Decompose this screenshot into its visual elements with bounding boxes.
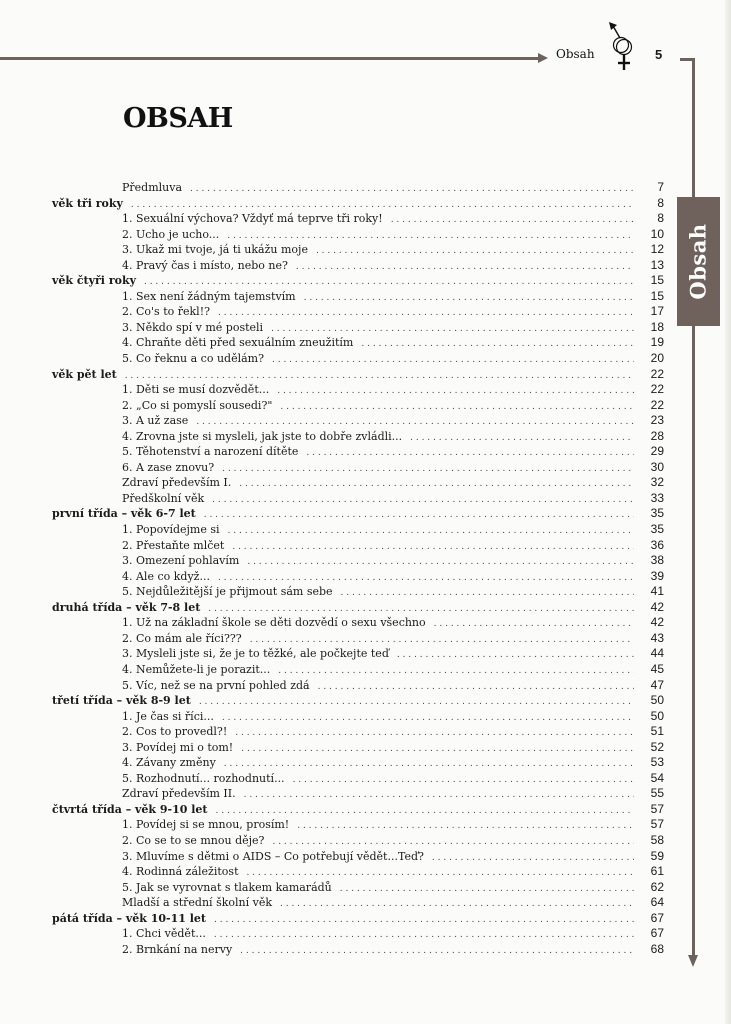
toc-page-number: 67 — [650, 926, 664, 941]
toc-entry-label: 2. Ucho je ucho... — [122, 227, 220, 241]
toc-entry-label: 4. Pravý čas i místo, nebo ne? — [122, 258, 288, 272]
margin-rule — [692, 58, 695, 958]
toc-chapter-row[interactable] — [52, 506, 664, 522]
dot-leader — [241, 742, 634, 758]
toc-entry-label: 2. Brnkání na nervy — [122, 942, 233, 956]
toc-entry-label: 3. Ukaž mi tvoje, já ti ukážu moje — [122, 243, 308, 257]
dot-leader — [297, 819, 634, 835]
toc-entry-label: 1. Děti se musí dozvědět... — [122, 383, 270, 397]
dot-leader — [214, 913, 634, 929]
toc-entry-row[interactable] — [52, 227, 664, 243]
dot-leader — [222, 711, 634, 727]
toc-entry-label: 3. Povídej mi o tom! — [122, 740, 234, 754]
dot-leader — [391, 213, 634, 229]
toc-entry-label: Zdraví především II. — [122, 787, 236, 801]
toc-entry-label: Předškolní věk — [122, 491, 205, 505]
toc-page-number: 64 — [650, 895, 664, 910]
toc-entry-row[interactable] — [52, 786, 664, 802]
toc-entry-row[interactable] — [52, 771, 664, 787]
toc-page-number: 8 — [657, 211, 664, 226]
toc-entry-row[interactable] — [52, 429, 664, 445]
toc-entry-row[interactable] — [52, 942, 664, 958]
dot-leader — [318, 680, 634, 696]
dot-leader — [244, 788, 634, 804]
toc-page-number: 12 — [650, 242, 664, 257]
toc-entry-label: 1. Je čas si říci... — [122, 709, 214, 723]
toc-entry-label: 5. Nejdůležitější je přijmout sám sebe — [122, 585, 333, 599]
toc-entry-row[interactable] — [52, 926, 664, 942]
dot-leader — [277, 384, 634, 400]
toc-page-number: 45 — [650, 661, 664, 676]
toc-entry-label: Zdraví především I. — [122, 476, 232, 490]
toc-chapter-row[interactable] — [52, 273, 664, 289]
toc-entry-row[interactable] — [52, 849, 664, 865]
page-title: OBSAH — [123, 103, 233, 134]
toc-entry-label: 5. Rozhodnutí... rozhodnutí... — [122, 771, 285, 785]
dot-leader — [212, 493, 634, 509]
page-edge — [725, 0, 731, 1024]
dot-leader — [410, 431, 634, 447]
toc-page-number: 47 — [650, 677, 664, 692]
toc-page-number: 51 — [650, 724, 664, 739]
toc-page-number: 50 — [650, 693, 664, 708]
toc-entry-row[interactable] — [52, 491, 664, 507]
toc-page-number: 22 — [650, 382, 664, 397]
toc-entry-label: 4. Závany změny — [122, 756, 216, 770]
toc-page-number: 7 — [657, 180, 664, 194]
toc-entry-row[interactable] — [52, 864, 664, 880]
toc-entry-row[interactable] — [52, 351, 664, 367]
toc-entry-label: věk čtyři roky — [52, 274, 136, 288]
toc-page-number: 50 — [650, 708, 664, 723]
dot-leader — [222, 462, 634, 478]
toc-page-number: 17 — [650, 304, 664, 319]
toc-chapter-row[interactable] — [52, 600, 664, 616]
toc-page-number: 42 — [650, 599, 664, 614]
toc-entry-label: 5. Těhotenství a narození dítěte — [122, 445, 299, 459]
toc-entry-row[interactable] — [52, 724, 664, 740]
toc-page-number: 43 — [650, 630, 664, 645]
toc-entry-row[interactable] — [52, 615, 664, 631]
down-arrow-icon — [688, 955, 698, 967]
toc-entry-label: 4. Nemůžete-li je porazit... — [122, 662, 271, 676]
toc-page-number: 22 — [650, 397, 664, 412]
toc-chapter-row[interactable] — [52, 693, 664, 709]
toc-entry-row[interactable] — [52, 553, 664, 569]
dot-leader — [304, 291, 634, 307]
toc-chapter-row[interactable] — [52, 367, 664, 383]
dot-leader — [240, 944, 634, 960]
dot-leader — [280, 897, 634, 913]
toc-entry-label: 4. Ale co když... — [122, 569, 210, 583]
dot-leader — [434, 617, 634, 633]
toc-entry-label: 5. Jak se vyrovnat s tlakem kamarádů — [122, 880, 332, 894]
dot-leader — [293, 773, 634, 789]
toc-page-number: 15 — [650, 273, 664, 288]
dot-leader — [218, 306, 634, 322]
toc-page-number: 19 — [650, 335, 664, 350]
toc-entry-row[interactable] — [52, 258, 664, 274]
toc-entry-row[interactable] — [52, 444, 664, 460]
toc-page-number: 42 — [650, 615, 664, 630]
dot-leader — [239, 477, 634, 493]
toc-entry-label: Předmluva — [122, 181, 183, 194]
toc-entry-row[interactable] — [52, 320, 664, 336]
toc-entry-label: Mladší a střední školní věk — [122, 896, 273, 910]
toc-page-number: 62 — [650, 879, 664, 894]
toc-page-number: 35 — [650, 506, 664, 521]
toc-entry-label: 6. A zase znovu? — [122, 460, 215, 474]
header-arrow-icon — [538, 53, 548, 63]
dot-leader — [214, 928, 634, 944]
section-tab-label: Obsah — [686, 223, 711, 300]
toc-entry-label: 3. Mluvíme s dětmi o AIDS – Co potřebují vědět...Teď? — [122, 849, 424, 863]
toc-entry-row[interactable] — [52, 662, 664, 678]
toc-entry-label: třetí třída – věk 8-9 let — [52, 694, 191, 708]
toc-chapter-row[interactable] — [52, 196, 664, 212]
toc-entry-label: 4. Chraňte děti před sexuálním zneužitím — [122, 336, 354, 350]
dot-leader — [190, 182, 634, 198]
toc-page-number: 39 — [650, 568, 664, 583]
toc-entry-label: věk tři roky — [52, 196, 123, 210]
table-of-contents — [52, 180, 664, 957]
toc-page-number: 59 — [650, 848, 664, 863]
toc-page-number: 67 — [650, 910, 664, 925]
dot-leader — [232, 540, 634, 556]
toc-entry-row[interactable] — [52, 413, 664, 429]
toc-entry-row[interactable] — [52, 242, 664, 258]
toc-entry-row[interactable] — [52, 460, 664, 476]
header-rule — [0, 57, 540, 60]
toc-entry-row[interactable] — [52, 817, 664, 833]
dot-leader — [361, 337, 634, 353]
toc-entry-row[interactable] — [52, 398, 664, 414]
toc-entry-label: 3. Mysleli jste si, že je to těžké, ale počkejte teď — [122, 647, 389, 661]
toc-page-number: 41 — [650, 584, 664, 599]
toc-page-number: 33 — [650, 490, 664, 505]
dot-leader — [296, 260, 634, 276]
toc-entry-row[interactable] — [52, 289, 664, 305]
toc-entry-row[interactable] — [52, 584, 664, 600]
section-tab — [677, 197, 720, 326]
dot-leader — [278, 664, 634, 680]
dot-leader — [228, 524, 634, 540]
dot-leader — [306, 446, 634, 462]
toc-entry-row[interactable] — [52, 304, 664, 320]
toc-entry-row[interactable] — [52, 646, 664, 662]
toc-entry-label: věk pět let — [52, 367, 117, 381]
running-title: Obsah — [556, 47, 595, 61]
dot-leader — [280, 400, 634, 416]
toc-entry-row[interactable] — [52, 880, 664, 896]
toc-page-number: 28 — [650, 428, 664, 443]
dot-leader — [432, 851, 634, 867]
toc-page-number: 44 — [650, 646, 664, 661]
toc-entry-label: 2. Cos to provedl?! — [122, 725, 228, 739]
toc-entry-row[interactable] — [52, 382, 664, 398]
toc-page-number: 36 — [650, 537, 664, 552]
toc-entry-row[interactable] — [52, 631, 664, 647]
dot-leader — [272, 353, 634, 369]
toc-page-number: 35 — [650, 522, 664, 537]
toc-chapter-row[interactable] — [52, 911, 664, 927]
dot-leader — [204, 508, 634, 524]
toc-entry-label: 2. Co mám ale říci??? — [122, 631, 242, 645]
toc-page-number: 22 — [650, 366, 664, 381]
toc-entry-row[interactable] — [52, 211, 664, 227]
toc-page-number: 32 — [650, 475, 664, 490]
dot-leader — [340, 882, 634, 898]
toc-entry-row[interactable] — [52, 755, 664, 771]
toc-entry-label: 3. Někdo spí v mé posteli — [122, 320, 264, 334]
toc-entry-row[interactable] — [52, 709, 664, 725]
toc-entry-label: pátá třída – věk 10-11 let — [52, 911, 206, 925]
dot-leader — [247, 555, 634, 571]
toc-entry-label: 2. Co's to řekl!? — [122, 305, 211, 319]
toc-page-number: 10 — [650, 226, 664, 241]
toc-page-number: 55 — [650, 786, 664, 801]
toc-page-number: 30 — [650, 459, 664, 474]
toc-page-number: 57 — [650, 817, 664, 832]
toc-entry-label: čtvrtá třída – věk 9-10 let — [52, 802, 208, 816]
toc-entry-label: 2. Přestaňte mlčet — [122, 538, 225, 552]
toc-entry-label: 5. Co řeknu a co udělám? — [122, 352, 265, 366]
dot-leader — [397, 648, 634, 664]
toc-entry-label: 1. Chci vědět... — [122, 927, 206, 941]
toc-page-number: 52 — [650, 739, 664, 754]
toc-entry-row[interactable] — [52, 538, 664, 554]
toc-entry-label: 3. A už zase — [122, 414, 189, 428]
toc-page-number: 54 — [650, 770, 664, 785]
toc-entry-row[interactable] — [52, 522, 664, 538]
toc-entry-row[interactable] — [52, 180, 664, 196]
toc-entry-label: 4. Zrovna jste si mysleli, jak jste to dobře zvládli... — [122, 429, 403, 443]
toc-entry-label: 1. Sex není žádným tajemstvím — [122, 289, 296, 303]
toc-entry-label: první třída – věk 6-7 let — [52, 507, 196, 521]
toc-entry-label: 4. Rodinná záležitost — [122, 865, 239, 879]
toc-entry-row[interactable] — [52, 740, 664, 756]
toc-entry-label: 3. Omezení pohlavím — [122, 554, 240, 568]
toc-page-number: 8 — [657, 195, 664, 210]
toc-entry-row[interactable] — [52, 895, 664, 911]
toc-page-number: 38 — [650, 553, 664, 568]
toc-entry-label: 1. Sexuální výchova? Vždyť má teprve tři roky! — [122, 212, 383, 226]
toc-chapter-row[interactable] — [52, 802, 664, 818]
page-number: 5 — [655, 47, 663, 62]
dot-leader — [316, 244, 634, 260]
toc-entry-label: 1. Povídej si se mnou, prosím! — [122, 818, 290, 832]
toc-entry-row[interactable] — [52, 475, 664, 491]
toc-entry-row[interactable] — [52, 833, 664, 849]
toc-page-number: 53 — [650, 755, 664, 770]
toc-entry-label: 2. Co se to se mnou děje? — [122, 833, 265, 847]
toc-entry-row[interactable] — [52, 678, 664, 694]
dot-leader — [235, 726, 634, 742]
toc-entry-label: druhá třída – věk 7-8 let — [52, 600, 201, 614]
toc-page-number: 18 — [650, 319, 664, 334]
toc-entry-label: 1. Popovídejme si — [122, 523, 220, 537]
toc-page-number: 29 — [650, 444, 664, 459]
toc-page-number: 68 — [650, 941, 664, 956]
male-female-symbol-icon — [605, 22, 639, 72]
toc-entry-label: 5. Víc, než se na první pohled zdá — [122, 678, 310, 692]
dot-leader — [199, 695, 634, 711]
toc-page-number: 13 — [650, 257, 664, 272]
toc-entry-label: 2. „Co si pomyslí sousedi?" — [122, 398, 273, 412]
toc-page-number: 20 — [650, 351, 664, 366]
toc-page-number: 23 — [650, 413, 664, 428]
toc-entry-row[interactable] — [52, 335, 664, 351]
toc-page-number: 15 — [650, 288, 664, 303]
toc-entry-label: 1. Už na základní škole se děti dozvědí o sexu všechno — [122, 616, 426, 630]
toc-entry-row[interactable] — [52, 569, 664, 585]
toc-page-number: 58 — [650, 832, 664, 847]
toc-page-number: 61 — [650, 864, 664, 879]
toc-page-number: 57 — [650, 801, 664, 816]
dot-leader — [341, 586, 634, 602]
